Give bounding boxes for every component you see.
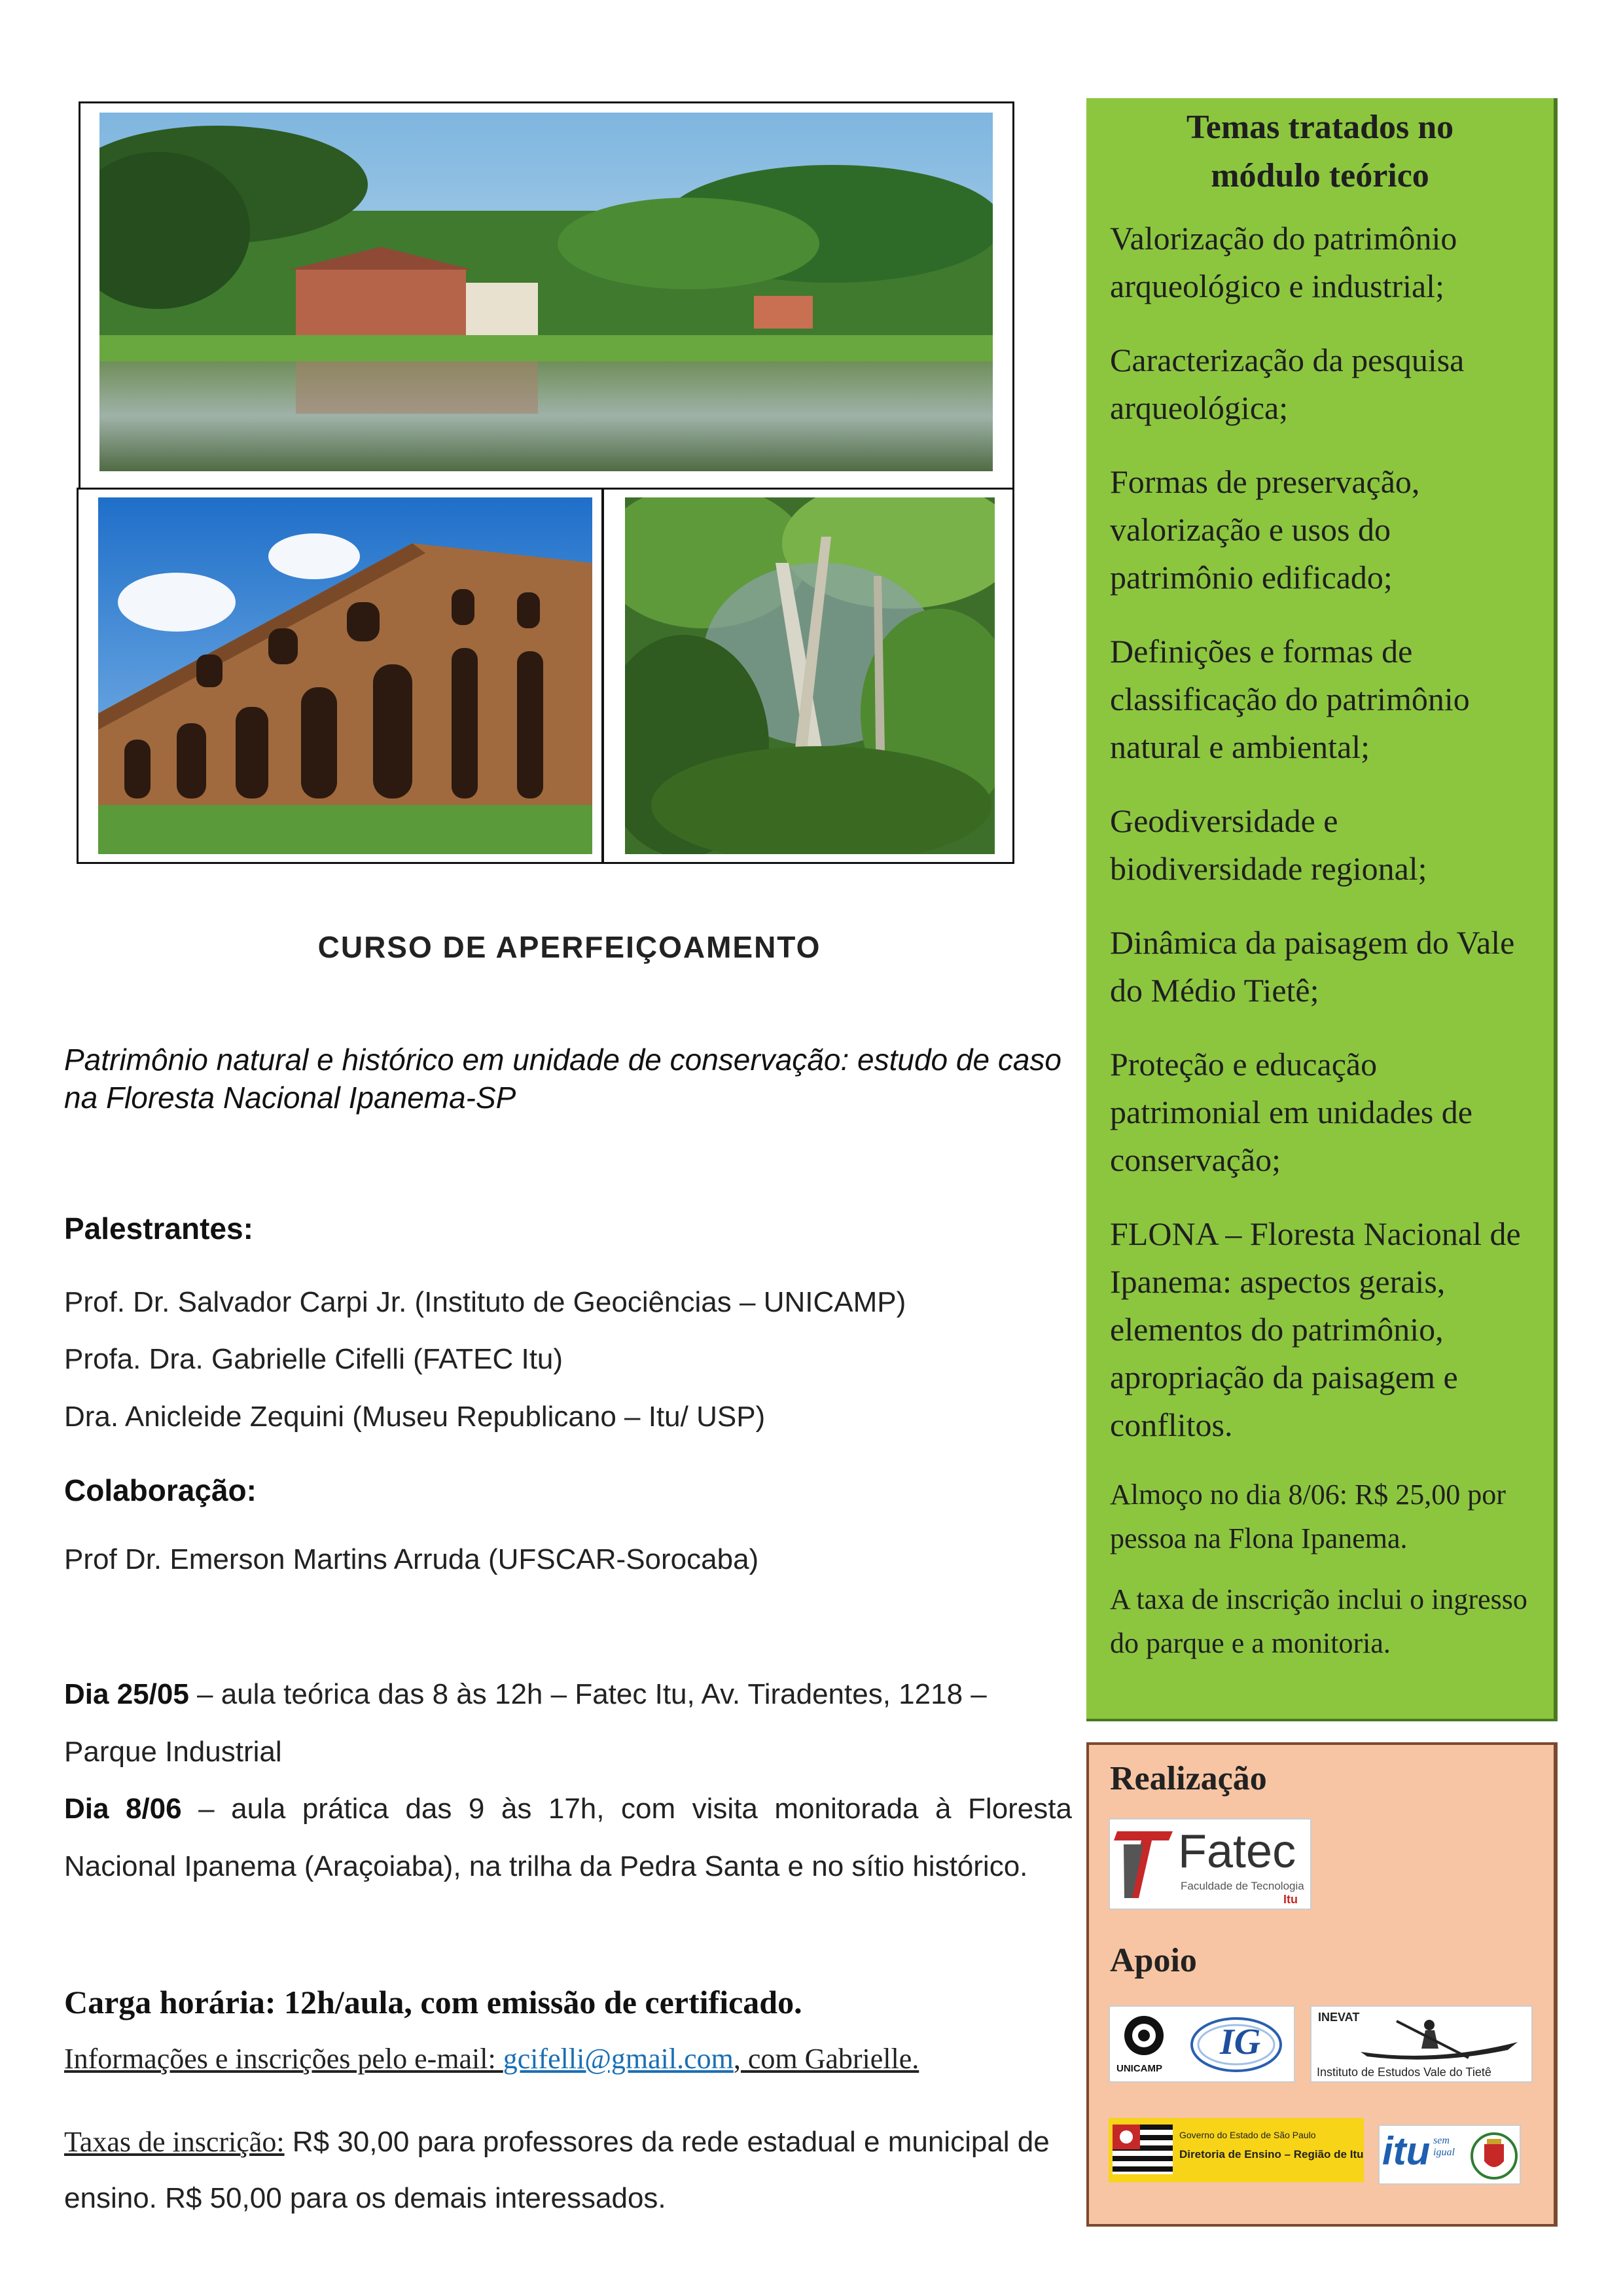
- course-subtitle: Patrimônio natural e histórico em unidade de conservação: estudo de caso na Floresta Nacional Ipanema-SP: [64, 1043, 1062, 1115]
- canoe-paddler-icon: [1357, 2016, 1521, 2063]
- realizacao-heading: Realização: [1110, 1760, 1267, 1797]
- forest-photo: [625, 497, 995, 854]
- themes-box: [1086, 98, 1558, 1721]
- fatec-t-icon: [1114, 1825, 1176, 1903]
- collaboration-label: Colaboração:: [64, 1473, 257, 1507]
- itu-tagline: sem igual: [1433, 2135, 1455, 2158]
- lake-landscape-photo: [99, 113, 993, 471]
- topic-7: Proteção e educação patrimonial em unidades de conservação;: [1110, 1046, 1473, 1178]
- itu-label: itu: [1382, 2129, 1431, 2173]
- schedule-day-1: [64, 1666, 1072, 1781]
- topic-4: Definições e formas de classificação do patrimônio natural e ambiental;: [1110, 633, 1470, 765]
- topic-3: Formas de preservação, valorização e usos do patrimônio edificado;: [1110, 463, 1420, 596]
- contact-email-link[interactable]: gcifelli@gmail.com: [503, 2043, 734, 2075]
- schedule-day-1-date: Dia 25/05: [64, 1678, 189, 1710]
- sponsors-box: [1086, 1742, 1558, 2227]
- sp-flag-icon: [1113, 2125, 1173, 2174]
- historic-building-photo: [98, 497, 592, 854]
- sp-government-line2: Diretoria de Ensino – Região de Itu: [1179, 2148, 1364, 2161]
- fees-text: R$ 30,00 para professores da rede estadual e municipal de ensino. R$ 50,00 para os demais interessados.: [64, 2126, 1050, 2214]
- fatec-name: Fatec: [1178, 1825, 1296, 1878]
- collaborator-1: Prof Dr. Emerson Martins Arruda (UFSCAR-Sorocaba): [64, 1543, 759, 1575]
- sp-government-line1: Governo do Estado de São Paulo: [1179, 2130, 1316, 2140]
- fatec-logo: [1109, 1818, 1311, 1910]
- schedule-day-1-text: – aula teórica das 8 às 12h – Fatec Itu, Av. Tiradentes, 1218 – Parque Industrial: [64, 1678, 987, 1768]
- ig-label: IG: [1220, 2022, 1261, 2062]
- inevat-logo: [1310, 2005, 1533, 2083]
- schedule-day-2-text: – aula prática das 9 às 17h, com visita monitorada à Floresta Nacional Ipanema (Araçoiaba), na trilha da Pedra Santa e no sítio histórico.: [64, 1793, 1072, 1882]
- topic-5: Geodiversidade e biodiversidade regional;: [1110, 802, 1427, 887]
- workload: Carga horária: 12h/aula, com emissão de certificado.: [64, 1984, 802, 2020]
- fees-label: Taxas de inscrição:: [64, 2126, 285, 2158]
- topic-6: Dinâmica da paisagem do Vale do Médio Tietê;: [1110, 924, 1515, 1009]
- info-prefix: Informações e inscrições pelo e-mail:: [64, 2043, 503, 2075]
- info-suffix: , com Gabrielle.: [733, 2043, 919, 2075]
- schedule-day-2: [64, 1780, 1072, 1895]
- inevat-full-name: Instituto de Estudos Vale do Tietê: [1317, 2066, 1491, 2079]
- apoio-heading: Apoio: [1110, 1942, 1197, 1979]
- unicamp-label: UNICAMP: [1116, 2063, 1162, 2074]
- themes-title-line2: módulo teórico: [1211, 157, 1429, 194]
- itu-logo: [1378, 2125, 1521, 2185]
- fatec-city: Itu: [1283, 1893, 1298, 1906]
- schedule-day-2-date: Dia 8/06: [64, 1793, 182, 1825]
- lunch-note: Almoço no dia 8/06: R$ 25,00 por pessoa na Flona Ipanema.: [1110, 1479, 1506, 1554]
- unicamp-emblem-icon: [1118, 2012, 1170, 2059]
- topic-2: Caracterização da pesquisa arqueológica;: [1110, 342, 1465, 426]
- themes-title: [1086, 103, 1554, 200]
- fatec-subtitle: Faculdade de Tecnologia: [1181, 1880, 1304, 1892]
- fee-note: A taxa de inscrição inclui o ingresso do parque e a monitoria.: [1110, 1583, 1527, 1659]
- speaker-2: Profa. Dra. Gabrielle Cifelli (FATEC Itu): [64, 1343, 563, 1375]
- topic-8: FLONA – Floresta Nacional de Ipanema: aspectos gerais, elementos do patrimônio, apropriação da paisagem e conflitos.: [1110, 1215, 1521, 1443]
- unicamp-ig-logo: [1109, 2005, 1295, 2083]
- inevat-label: INEVAT: [1318, 2011, 1360, 2024]
- speakers-label: Palestrantes:: [64, 1211, 253, 1246]
- itu-coat-of-arms-icon: [1470, 2130, 1518, 2181]
- topic-1: Valorização do patrimônio arqueológico e industrial;: [1110, 220, 1457, 304]
- sp-government-logo: [1109, 2118, 1364, 2182]
- info-line: [64, 2042, 919, 2075]
- fees: [64, 2114, 1072, 2227]
- themes-title-line1: Temas tratados no: [1186, 109, 1454, 146]
- speaker-1: Prof. Dr. Salvador Carpi Jr. (Instituto de Geociências – UNICAMP): [64, 1286, 906, 1318]
- speaker-3: Dra. Anicleide Zequini (Museu Republicano – Itu/ USP): [64, 1401, 766, 1433]
- course-title: CURSO DE APERFEIÇOAMENTO: [317, 930, 821, 964]
